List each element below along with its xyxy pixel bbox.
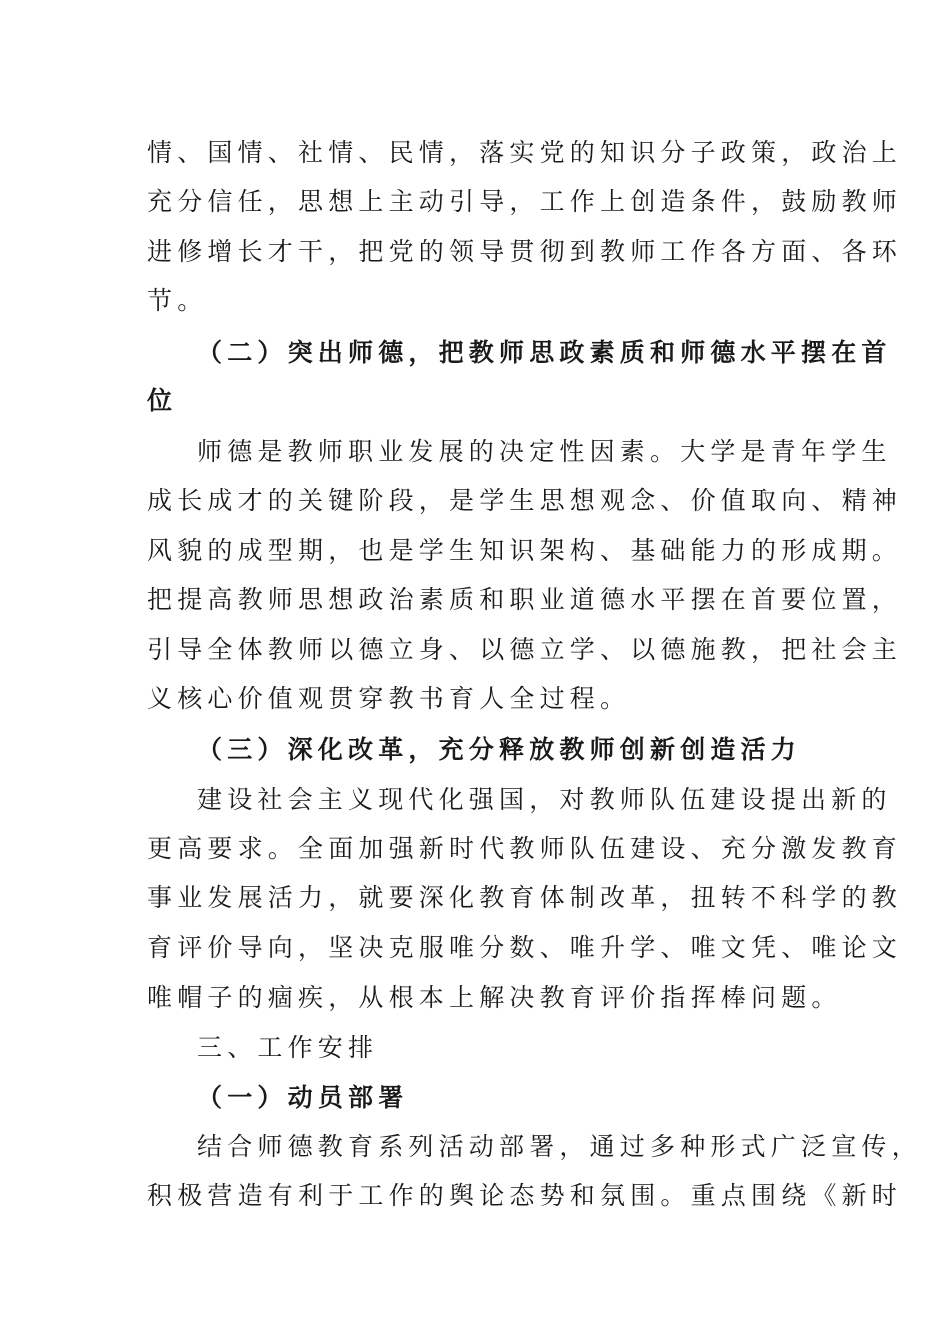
body-text-line: 育评价导向，坚决克服唯分数、唯升学、唯文凭、唯论文 xyxy=(147,933,903,962)
paragraph-first-line: 师德是教师职业发展的决定性因素。大学是青年学生 xyxy=(197,437,892,466)
body-text-line: 进修增长才干，把党的领导贯彻到教师工作各方面、各环 xyxy=(147,237,903,266)
paragraph-first-line: 结合师德教育系列活动部署，通过多种形式广泛宣传， xyxy=(197,1132,922,1161)
section-heading: （三）深化改革，充分释放教师创新创造活力 xyxy=(197,735,802,764)
paragraph-first-line: 建设社会主义现代化强国，对教师队伍建设提出新的 xyxy=(197,785,892,814)
section-heading: （一）动员部署 xyxy=(197,1083,409,1112)
section-heading: （二）突出师德，把教师思政素质和师德水平摆在首 xyxy=(197,338,892,367)
body-text-line: 风貌的成型期，也是学生知识架构、基础能力的形成期。 xyxy=(147,536,903,565)
section-heading-continuation: 位 xyxy=(147,386,178,415)
body-text-line: 成长成才的关键阶段，是学生思想观念、价值取向、精神 xyxy=(147,486,903,515)
body-text-line: 节。 xyxy=(147,286,208,315)
body-text-line: 引导全体教师以德立身、以德立学、以德施教，把社会主 xyxy=(147,635,903,664)
body-text-line: 义核心价值观贯穿教书育人全过程。 xyxy=(147,684,631,713)
body-text-line: 充分信任，思想上主动引导，工作上创造条件，鼓励教师 xyxy=(147,187,903,216)
body-text-line: 唯帽子的痼疾，从根本上解决教育评价指挥棒问题。 xyxy=(147,983,842,1012)
body-text-line: 事业发展活力，就要深化教育体制改革，扭转不科学的教 xyxy=(147,883,903,912)
body-text-line: 情、国情、社情、民情，落实党的知识分子政策，政治上 xyxy=(147,138,903,167)
body-text-line: 积极营造有利于工作的舆论态势和氛围。重点围绕《新时 xyxy=(147,1181,903,1210)
chapter-heading: 三、工作安排 xyxy=(197,1033,379,1062)
body-text-line: 把提高教师思想政治素质和职业道德水平摆在首要位置， xyxy=(147,585,903,614)
body-text-line: 更高要求。全面加强新时代教师队伍建设、充分激发教育 xyxy=(147,834,903,863)
